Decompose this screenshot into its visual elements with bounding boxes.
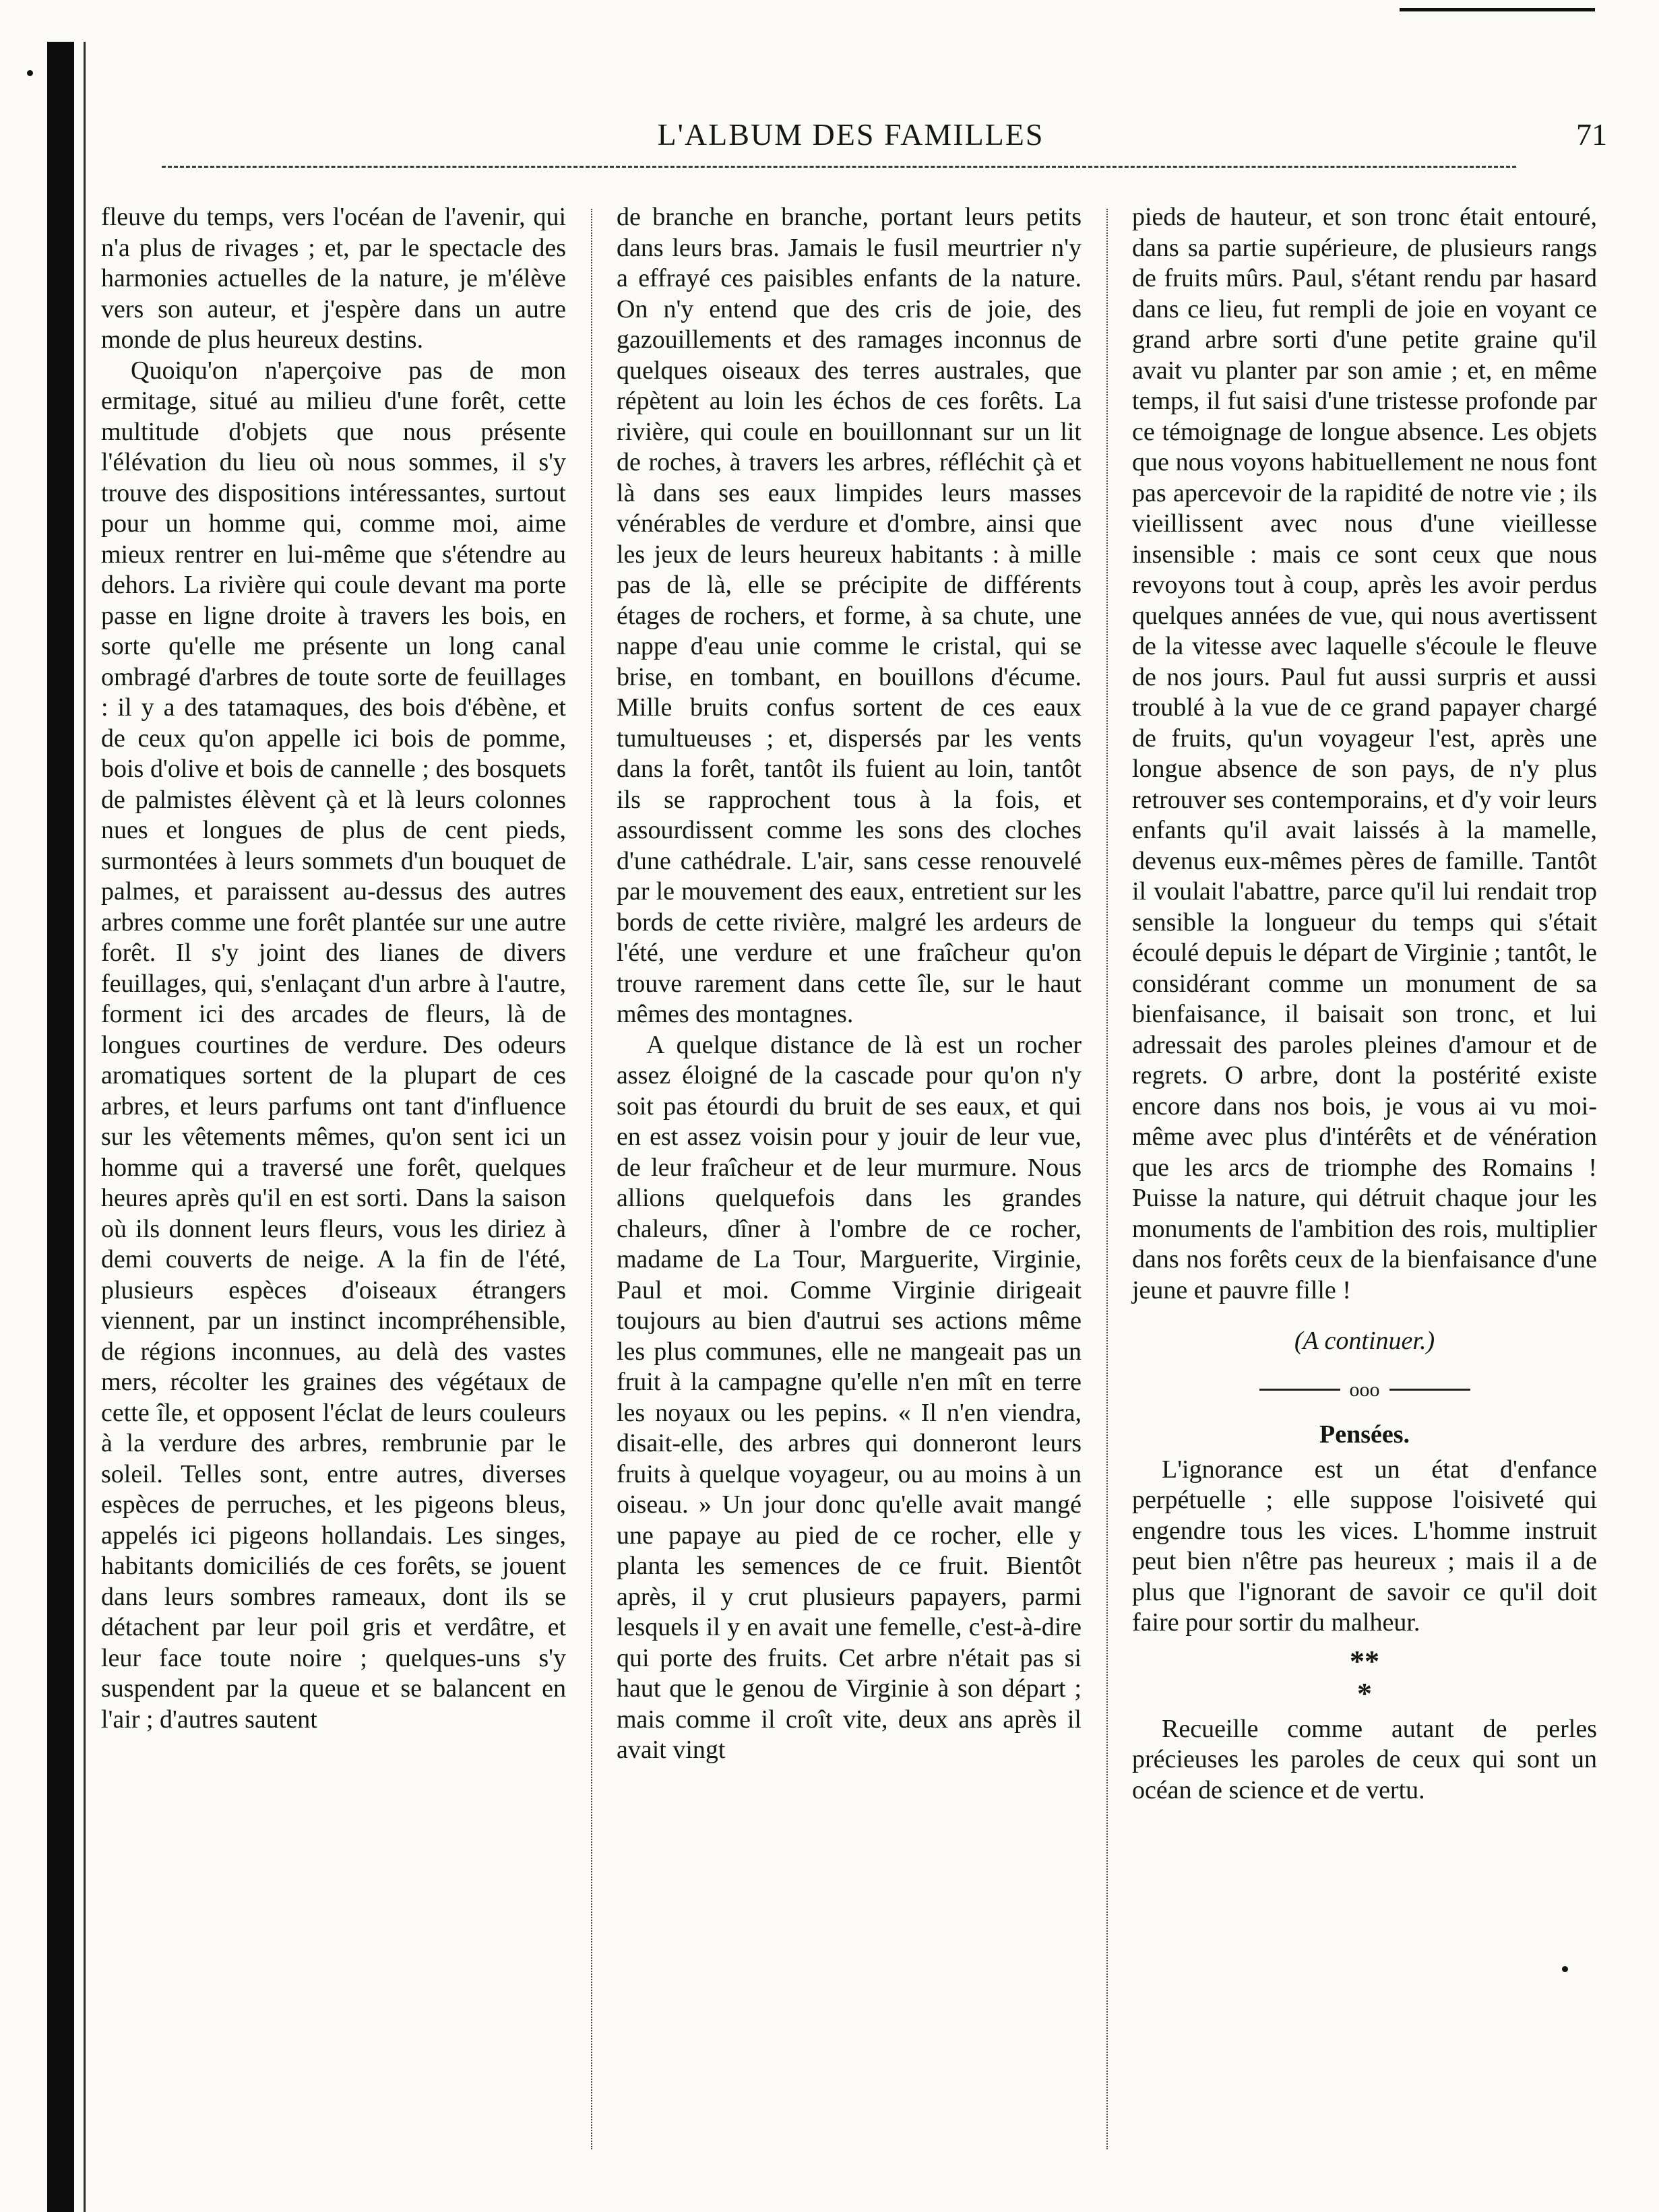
divider-line [1389,1389,1470,1391]
continuation-note: (A continuer.) [1294,1327,1435,1355]
column-2 [617,202,1082,2163]
page-number: 71 [1576,117,1607,152]
divider-line [1259,1389,1340,1391]
paragraph: fleuve du temps, vers l'océan de l'avenir, qui n'a plus de rivages ; et, par le spectacle des harmonies actuelles de la nature, je m'élève vers son auteur, et j'espère dans un autre monde de plus heureux destins. [101,203,566,354]
column-1 [101,202,566,2163]
divider-ornament: ooo [1349,1378,1380,1401]
scan-speck [27,70,33,76]
asterism: ** * [1350,1644,1379,1710]
section-divider [1132,1374,1597,1405]
text-columns [101,202,1597,2163]
paragraph: L'ignorance est un état d'enfance perpétuelle ; elle suppose l'oisiveté qui engendre tous les vices. L'homme instruit peut bien n'être pas heureux ; mais il a de plus que l'ignorant de savoir ce qu'il doit faire pour sortir du malheur. [1132,1455,1597,1637]
column-separator [1106,209,1108,2149]
scan-margin-line [84,42,86,2212]
column-separator [591,209,592,2149]
paragraph: Recueille comme autant de perles précieuses les paroles de ceux qui sont un océan de science et de vertu. [1132,1714,1597,1804]
running-title: L'ALBUM DES FAMILLES [657,117,1044,152]
paragraph: de branche en branche, portant leurs petits dans leurs bras. Jamais le fusil meurtrier n'y a effrayé ces paisibles enfants de la nature. On n'y entend que des cris de joie, des gazouillements et des ramages inconnus de quelques oiseaux des terres australes, que répètent au loin les échos de ces forêts. La rivière, qui coule en bouillonnant sur un lit de roches, à travers les arbres, réfléchit çà et là dans ses eaux limpides leurs masses vénérables de verdure et d'ombre, ainsi que les jeux de leurs heureux habitants : à mille pas de là, elle se précipite de différents étages de rochers, et forme, à sa chute, une nappe d'eau unie comme le cristal, qui se brise, en tombant, en bouillons d'écume. Mille bruits confus sortent de ces eaux tumultueuses ; et, dispersés par les vents dans la forêt, tantôt ils fuient au loin, tantôt ils se rapprochent tous à la fois, et assourdissent comme les sons des cloches d'une cathédrale. L'air, sans cesse renouvelé par le mouvement des eaux, entretient sur les bords de cette rivière, malgré les ardeurs de l'été, une verdure et une fraîcheur qu'on trouve rarement dans cette île, sur le haut mêmes des montagnes. [617,203,1082,1028]
top-edge-rule [1400,8,1595,11]
paragraph: Quoiqu'on n'aperçoive pas de mon ermitage, situé au milieu d'une forêt, cette multitude d'objets que nous présente l'élévation du lieu où nous sommes, il s'y trouve des dispositions intéressantes, surtout pour un homme qui, comme moi, aime mieux rentrer en lui-même que s'étendre au dehors. La rivière qui coule devant ma porte passe en ligne droite à travers les bois, en sorte qu'elle me présente un long canal ombragé d'arbres de toute sorte de feuillages : il y a des tatamaques, des bois d'ébène, et de ceux qu'on appelle ici bois de pomme, bois d'olive et bois de cannelle ; des bosquets de palmistes élèvent çà et là leurs colonnes nues et longues de plus de cent pieds, surmontées à leurs sommets d'un bouquet de palmes, et paraissent au-dessus des autres arbres comme une forêt plantée sur une autre forêt. Il s'y joint des lianes de divers feuillages, qui, s'enlaçant d'un arbre à l'autre, forment ici des arcades de fleurs, là de longues courtines de verdure. Des odeurs aromatiques sortent de la plupart de ces arbres, et leurs parfums ont tant d'influence sur les vêtements mêmes, qu'on sent ici un homme qui a traversé une forêt, quelques heures après qu'il en est sorti. Dans la saison où ils donnent leurs fleurs, vous les diriez à demi couverts de neige. A la fin de l'été, plusieurs espèces d'oiseaux étrangers viennent, par un instinct incompréhensible, de régions inconnues, au delà des vastes mers, récolter les graines des végétaux de cette île, et opposent l'éclat de leurs couleurs à la verdure des arbres, rembrunie par le soleil. Telles sont, entre autres, diverses espèces de perruches, et les pigeons bleus, appelés ici pigeons hollandais. Les singes, habitants domiciliés de ces forêts, se jouent dans leurs sombres rameaux, dont ils se détachent par leur poil gris et verdâtre, et leur face toute noire ; quelques-uns s'y suspendent par la queue et se balancent en l'air ; d'autres sautent [101,356,566,1734]
paragraph: A quelque distance de là est un rocher assez éloigné de la cascade pour qu'on n'y soit pas étourdi du bruit de ses eaux, et qui en est assez voisin pour y jouir de leur vue, de leur fraîcheur et de leur murmure. Nous allions quelquefois dans les grandes chaleurs, dîner à l'ombre de ce rocher, madame de La Tour, Marguerite, Virginie, Paul et moi. Comme Virginie dirigeait toujours au bien d'autrui ses actions même les plus communes, elle ne mangeait pas un fruit à la campagne qu'elle n'en mît en terre les noyaux ou les pepins. « Il n'en viendra, disait-elle, des arbres qui donneront leurs fruits à quelque voyageur, ou au moins à un oiseau. » Un jour donc qu'elle avait mangé une papaye au pied de ce rocher, elle y planta les semences de ce fruit. Bientôt après, il y crut plusieurs papayers, parmi lesquels il y en avait une femelle, c'est-à-dire qui porte des fruits. Cet arbre n'était pas si haut que le genou de Virginie à son départ ; mais comme il croît vite, deux ans après il avait vingt [617,1030,1082,1764]
section-title: Pensées. [1319,1420,1410,1449]
scan-binding-edge [47,42,74,2212]
paragraph: pieds de hauteur, et son tronc était entouré, dans sa partie supérieure, de plusieurs rangs de fruits mûrs. Paul, s'étant rendu par hasard dans ce lieu, fut rempli de joie en voyant ce grand arbre sorti d'une petite graine qu'il avait vu planter par son amie ; et, en même temps, il fut saisi d'une tristesse profonde par ce témoignage de longue absence. Les objets que nous voyons habituellement ne nous font pas apercevoir de la rapidité de notre vie ; ils vieillissent avec nous d'une vieillesse insensible : mais ce sont ceux que nous revoyons tout à coup, après les avoir perdus quelques années de vue, qui nous avertissent de la vitesse avec laquelle s'écoule le fleuve de nos jours. Paul fut aussi surpris et aussi troublé à la vue de ce grand papayer chargé de fruits, qu'un voyageur l'est, après une longue absence de son pays, de n'y plus retrouver ses contemporains, et d'y voir leurs enfants qu'il avait laissés à la mamelle, devenus eux-mêmes pères de famille. Tantôt il voulait l'abattre, parce qu'il lui rendait trop sensible la longueur du temps qui s'était écoulé depuis le départ de Virginie ; tantôt, le considérant comme un monument de sa bienfaisance, il baisait son tronc, et lui adressait des paroles pleines d'amour et de regrets. O arbre, dont la postérité existe encore dans nos bois, je vous ai vu moi-même avec plus d'intérêts et de vénération que les arcs de triomphe des Romains ! Puisse la nature, qui détruit chaque jour les monuments de l'ambition des rois, multiplier dans nos forêts ceux de la bienfaisance d'une jeune et pauvre fille ! [1132,203,1597,1304]
page-header [94,115,1607,162]
header-rule [162,166,1516,168]
column-3 [1132,202,1597,2163]
